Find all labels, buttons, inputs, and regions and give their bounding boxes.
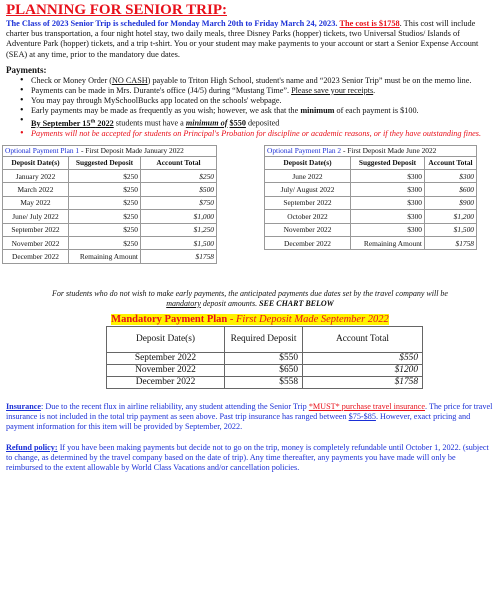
table-row: September 2022 $300 $900 [265,196,477,209]
table-row: March 2022 $250 $500 [3,183,217,196]
table-row: November 2022 $650 $1200 [107,364,423,376]
table-row: December 2022 Remaining Amount $1758 [265,236,477,249]
column-header: Deposit Date(s) [265,156,351,169]
plan-2-table [264,156,477,251]
table-row: December 2022 Remaining Amount $1758 [3,250,217,263]
page-title: PLANNING FOR SENIOR TRIP: [6,2,227,18]
insurance-paragraph: Insurance: Due to the recent flux in airline reliability, any student attending the Senior Trip *MUST* purchase travel insurance. The price for travel insurance is not included in the total trip payment as seen above. Past trip insurance has ranged between $75-$85. However, exact pricing and payment information for this item will be provided by September, 2022. [6,401,493,431]
table-row: September 2022 $250 $1,250 [3,223,217,236]
minimum-text: minimum [300,105,335,115]
list-item [20,76,494,86]
list-item [20,129,494,139]
plan-1-table [2,156,217,264]
bullet-text: of each payment is $100. [336,105,419,115]
bullet-text: Payments can be made in Mrs. Durante's office (J4/5) during “Mustang Time”. [31,85,290,95]
table-row: November 2022 $300 $1,500 [265,223,477,236]
table-row: January 2022 $250 $250 [3,169,217,182]
list-item [20,116,494,129]
payments-heading: Payments: [6,64,47,75]
no-cash-text: NO CASH [111,75,148,85]
intro-paragraph [6,19,494,60]
mandatory-plan-table [106,326,423,389]
optional-plans [6,145,494,285]
list-item [20,96,494,106]
table-row: July/ August 2022 $300 $600 [265,183,477,196]
plan-2 [264,145,477,251]
trip-cost: The cost is $1758 [339,19,400,28]
plan-1 [2,145,217,264]
bullet-text: . [373,85,376,95]
mandatory-note: For students who do not wish to make early payments, the anticipated payments due dates set by the travel company will be mandatory deposit amounts. SEE CHART BELOW [52,288,448,308]
column-header: Account Total [425,156,477,169]
column-header: Account Total [141,156,217,169]
list-item [20,86,494,96]
column-header: Deposit Date(s) [3,156,69,169]
table-row: June/ July 2022 $250 $1,000 [3,210,217,223]
column-header: Suggested Deposit [351,156,425,169]
table-row: October 2022 $300 $1,200 [265,210,477,223]
insurance-price-range: $75-$85 [348,411,376,421]
minimum-of-text: minimum of [185,118,228,128]
table-row: September 2022 $550 $550 [107,352,423,364]
bullet-text: Check or Money Order ( [31,75,112,85]
table-row: December 2022 $558 $1758 [107,376,423,388]
plan-1-caption: Optional Payment Plan 1 - First Deposit Made January 2022 [2,145,217,156]
bullet-text: students must have a [113,118,186,128]
table-row: June 2022 $300 $300 [265,169,477,182]
list-item [20,106,494,116]
bullet-text: Early payments may be made as frequently as you wish; however, we ask that the [31,105,299,115]
column-header: Account Total [303,326,423,352]
bullet-text: deposited [245,118,280,128]
payments-list [20,76,494,139]
intro-body: . This cost will include charter bus transportation, a four night hotel stay, two daily meals, three Disney Parks (hopper) tickets, two Universal Studios/ Islands of Adventure Park (hopper) tickets, and a trip t-shirt. You or your student may make payments to your account or start a Senior Expense Account (SEA) at any time, prior to the mandatory due dates. [6,19,479,59]
bullet-text: ) payable to Triton High School, student's name and “2023 Senior Trip” must be on the memo line. [147,75,472,85]
column-header: Suggested Deposit [69,156,141,169]
bullet-text: You may pay through MySchoolBucks app located on the schools' webpage. [31,95,282,105]
refund-label: Refund policy: [6,442,58,452]
table-row: May 2022 $250 $750 [3,196,217,209]
see-chart-below: SEE CHART BELOW [259,298,334,308]
table-row: November 2022 $250 $1,500 [3,236,217,249]
trip-dates: The Class of 2023 Senior Trip is scheduled for Monday March 20th to Friday March 24, 2023. [6,19,338,28]
must-purchase-insurance: *MUST* purchase travel insurance [308,401,425,411]
save-receipts-text: Please save your receipts [291,85,374,95]
plan-2-caption: Optional Payment Plan 2 - First Deposit Made June 2022 [264,145,477,156]
mandatory-plan-title: Mandatory Payment Plan - First Deposit Made September 2022 [111,313,389,325]
column-header: Deposit Date(s) [107,326,225,352]
probation-warning: Payments will not be accepted for students on Principal's Probation for discipline or academic reasons, or if they have outstanding fines. [31,128,482,138]
column-header: Required Deposit [225,326,303,352]
document-page [6,2,494,473]
minimum-amount: $550 [229,118,246,128]
refund-paragraph: Refund policy: If you have been making payments but decide not to go on the trip, money is completely refundable until October 1, 2022. (subject to change, as determined by the travel company based on the date of trip). Any time thereafter, any payments you have made will only be reimbursed to the extent allowable by World Class Vacations and/or cancellation policies. [6,442,489,472]
insurance-label: Insurance [6,401,42,411]
deadline-text: By September 15th 2022 [31,117,114,128]
